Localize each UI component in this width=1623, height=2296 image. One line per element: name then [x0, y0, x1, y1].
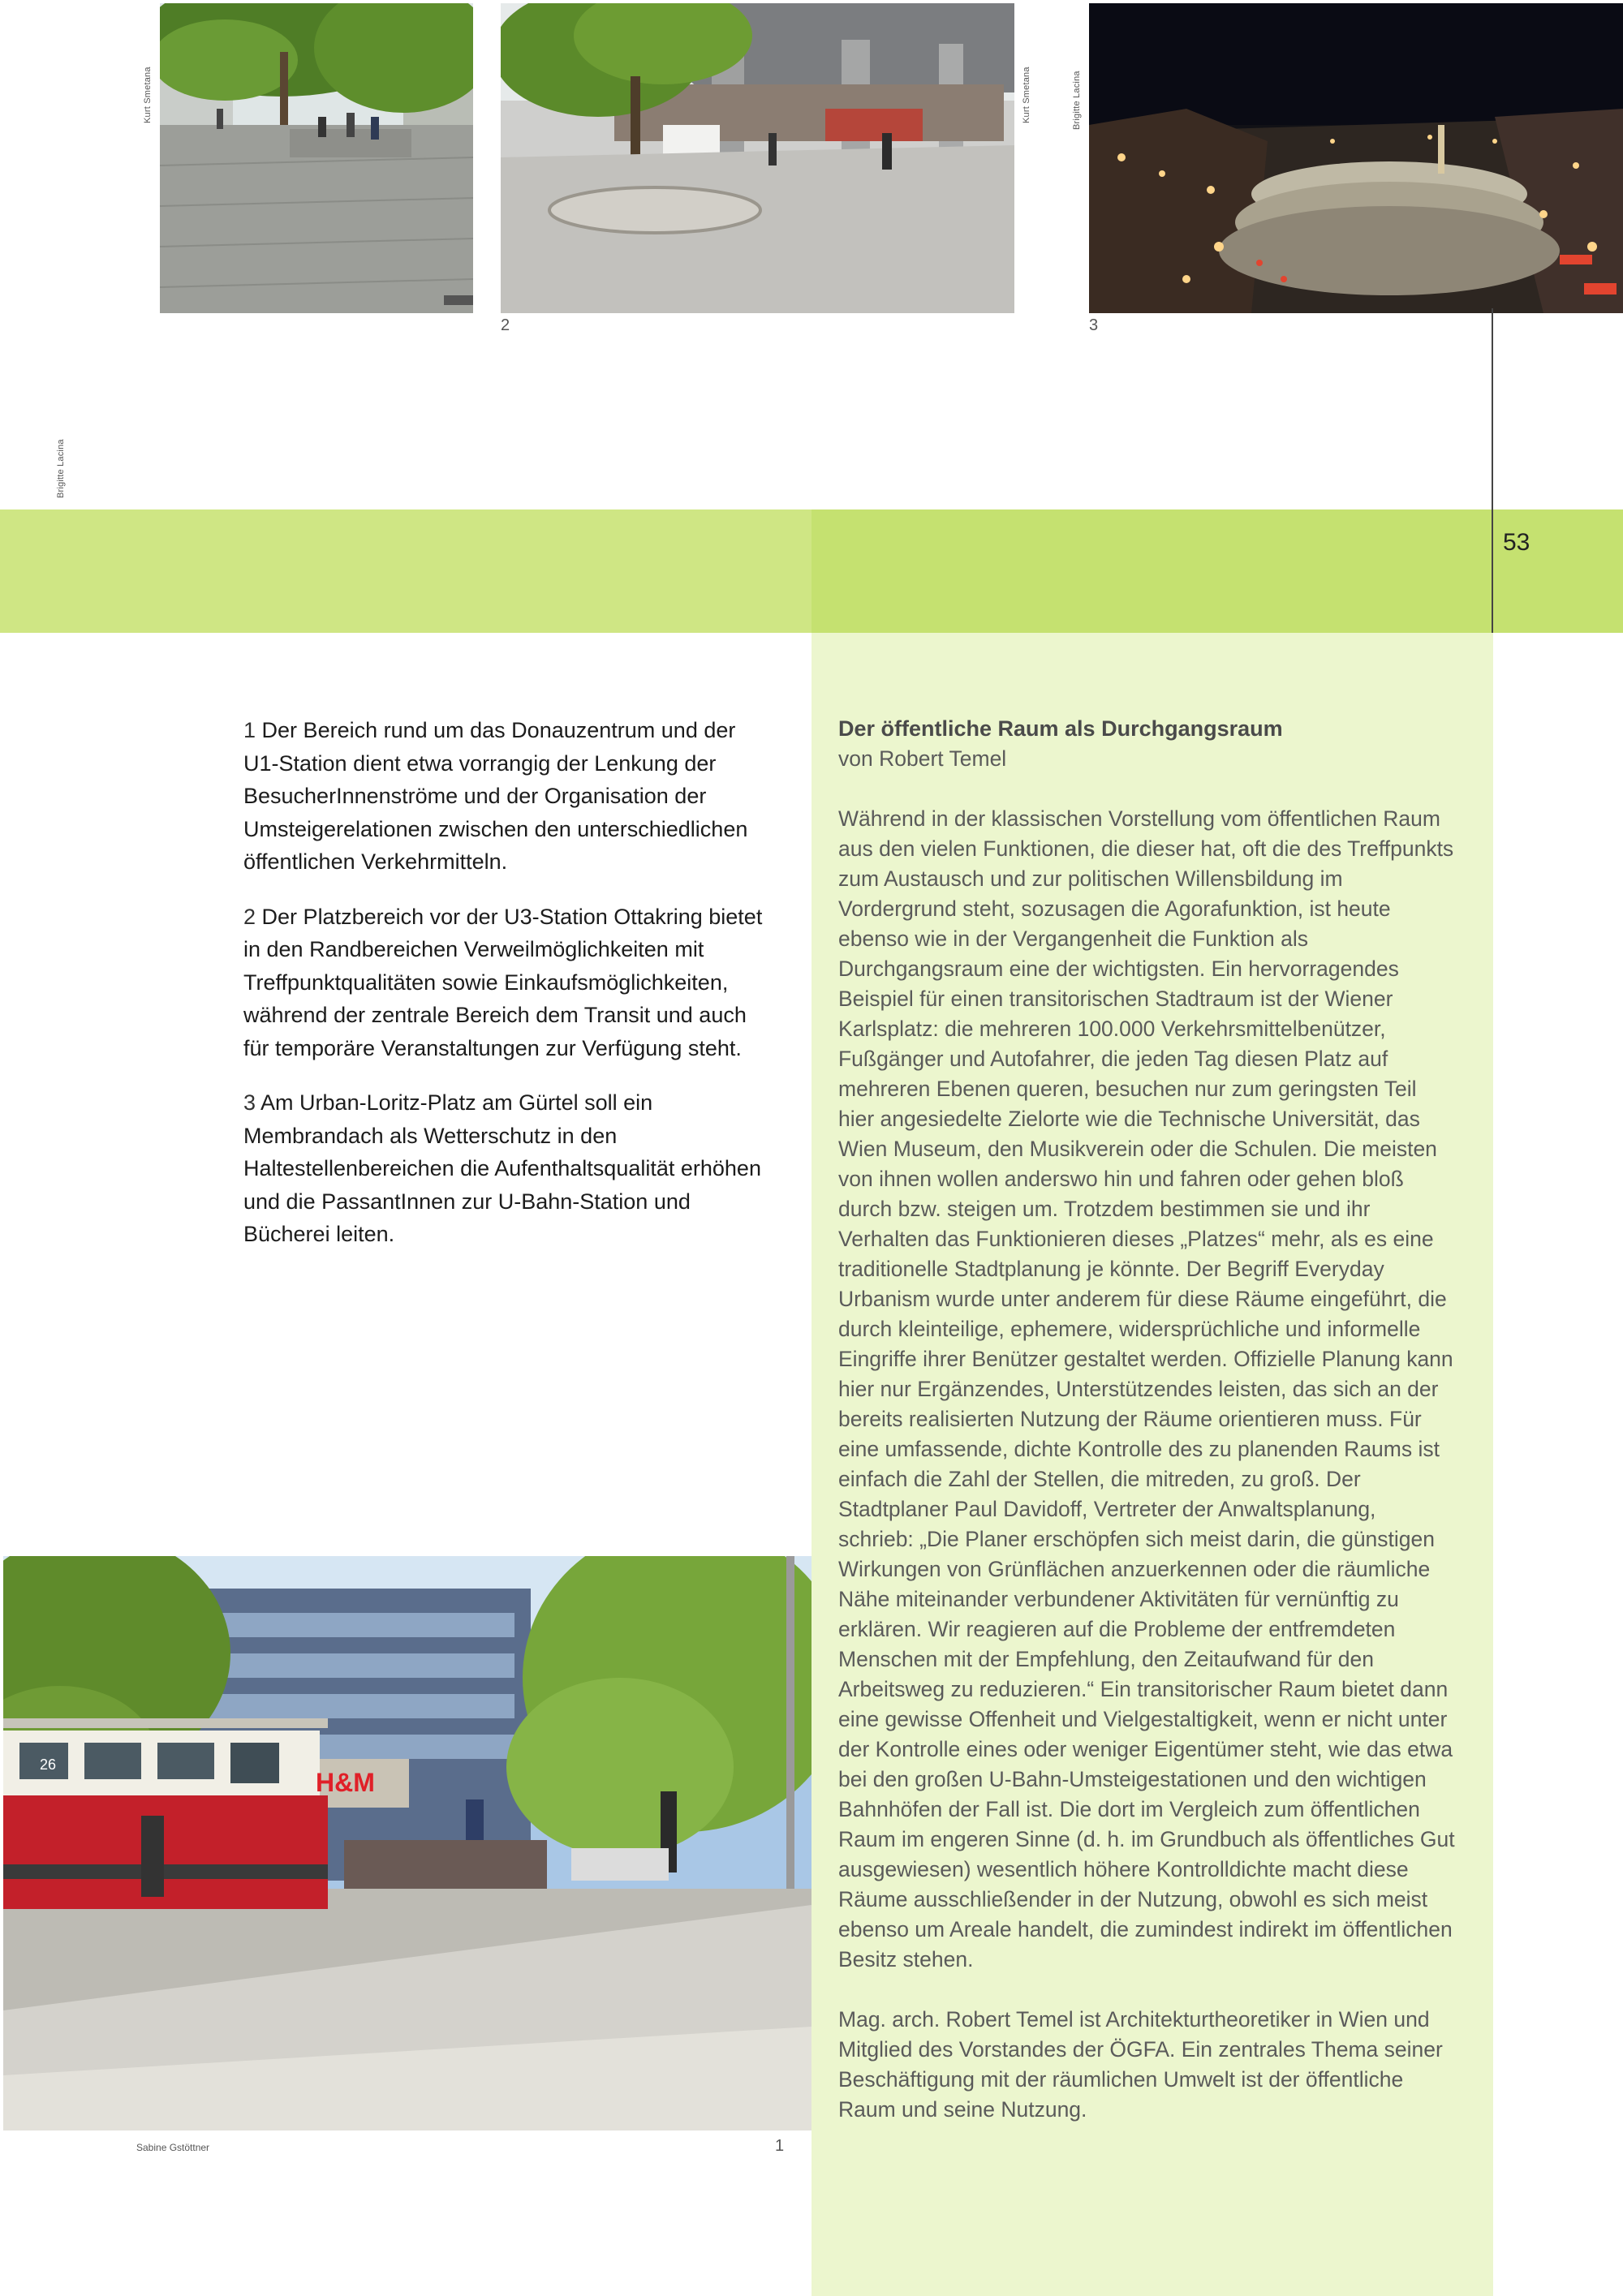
article-byline: von Robert Temel [838, 746, 1007, 771]
caption-number: 3 [243, 1090, 256, 1115]
photo-credit: Kurt Smetana [1022, 67, 1031, 123]
caption-text: Der Bereich rund um das Donauzentrum und der U1-Station dient etwa vorrangig der Lenkung der BesucherInnenströme und der Organisation der Umsteigerelationen zwischen den unterschiedlichen öffentlichen Verkehrmitteln. [243, 718, 748, 874]
caption-number: 2 [243, 904, 256, 929]
photo-square-trees [160, 3, 473, 313]
photo-captions [243, 714, 763, 1273]
caption-3 [243, 1086, 763, 1251]
page-number: 53 [1503, 529, 1530, 556]
photo-ottakring-plaza [501, 3, 1014, 313]
photo-number: 3 [1089, 316, 1099, 334]
author-bio: Mag. arch. Robert Temel ist Architekturtheoretiker in Wien und Mitglied des Vorstandes der ÖGFA. Ein zentrales Thema seiner Beschäftigung mit der räumlichen Umwelt ist der öffentliche Raum und seine Nutzung. [838, 2007, 1443, 2122]
store-sign-text: H&M [316, 1768, 375, 1797]
caption-number: 1 [243, 718, 256, 742]
photo-urban-loritz-night [1089, 3, 1623, 313]
photo-number: 2 [501, 316, 510, 334]
caption-2 [243, 901, 763, 1065]
side-photo-credit: Brigitte Lacina [56, 439, 66, 498]
caption-text: Der Platzbereich vor der U3-Station Ottakring bietet in den Randbereichen Verweilmöglichkeiten mit Treffpunktqualitäten sowie Einkaufsmöglichkeiten, während der zentrale Bereich dem Transit und auch für temporäre Veranstaltungen zur Verfügung steht. [243, 904, 763, 1060]
vertical-rule [1492, 308, 1493, 633]
photo-credit: Sabine Gstöttner [136, 2142, 210, 2153]
article [838, 714, 1455, 2125]
photo-number: 1 [775, 2137, 785, 2155]
photo-donauzentrum-tram [3, 1556, 812, 2130]
green-band-right [812, 510, 1623, 633]
tram-number-text: 26 [40, 1756, 57, 1773]
caption-1 [243, 714, 763, 879]
photo-credit: Kurt Smetana [143, 67, 153, 123]
article-title: Der öffentliche Raum als Durchgangsraum [838, 716, 1283, 741]
caption-text: Am Urban-Loritz-Platz am Gürtel soll ein Membrandach als Wetterschutz in den Haltestellenbereichen die Aufenthaltsqualität erhöhen und die PassantInnen zur U-Bahn-Station und Bücherei leiten. [243, 1090, 761, 1246]
green-band-left [0, 510, 812, 633]
photo-credit: Brigitte Lacina [1072, 71, 1082, 130]
article-body: Während in der klassischen Vorstellung vom öffentlichen Raum aus den vielen Funktionen, die dieser hat, oft die des Treffpunkts zum Austausch und zur politischen Willensbildung im Vordergrund steht, sozusagen die Agorafunktion, ist heute ebenso wie in der Vergangenheit die Funktion als Durchgangsraum eine der wichtigsten. Ein hervorragendes Beispiel für einen transitorischen Stadtraum ist der Wiener Karlsplatz: die mehreren 100.000 Verkehrsmittelbenützer, Fußgänger und Autofahrer, die jeden Tag diesen Platz auf mehreren Ebenen queren, besuchen nur zum geringsten Teil hier angesiedelte Zielorte wie die Technische Universität, das Wien Museum, den Musikverein oder die Schulen. Die meisten von ihnen wollen anderswo hin und fahren oder gehen bloß durch bzw. steigen um. Trotzdem bestimmen sie und ihr Verhalten das Funktionieren dieses „Platzes“ mehr, als es eine traditionelle Stadtplanung je könnte. Der Begriff Everyday Urbanism wurde unter anderem für diese Räume eingeführt, die durch kleinteilige, ephemere, widersprüchliche und informelle Eingriffe ihrer Benützer gestaltet werden. Offizielle Planung kann hier nur Ergänzendes, Unterstützendes leisten, das sich an der bereits realisierten Nutzung der Räume orientieren muss. Für eine umfassende, dichte Kontrolle des zu planenden Raums ist einfach die Zahl der Stellen, die mitreden, zu groß. Der Stadtplaner Paul Davidoff, Vertreter der Anwaltsplanung, schrieb: „Die Planer erschöpfen sich meist darin, die günstigen Wirkungen von Grünflächen anzuerkennen oder die räumliche Nähe miteinander verbundener Aktivitäten für vernünftig zu erklären. Wir reagieren auf die Probleme der entfremdeten Menschen mit der Empfehlung, den Zeitaufwand für den Arbeitsweg zu reduzieren.“ Ein transitorischer Raum bietet dann eine gewisse Offenheit und Vielgestaltigkeit, wenn er nicht unter der Kontrolle eines oder weniger Eigentümer steht, wie das etwa bei den großen U-Bahn-Umsteigestationen und den wichtigen Bahnhöfen der Fall ist. Die dort im Vergleich zum öffentlichen Raum im engeren Sinne (d. h. im Grundbuch als öffentliches Gut ausgewiesen) wesentlich höhere Kontrolldichte macht diese Räume ausschließender in der Nutzung, obwohl es sich meist ebenso um Areale handelt, die zumindest indirekt im öffentlichen Besitz stehen. [838, 806, 1455, 1971]
